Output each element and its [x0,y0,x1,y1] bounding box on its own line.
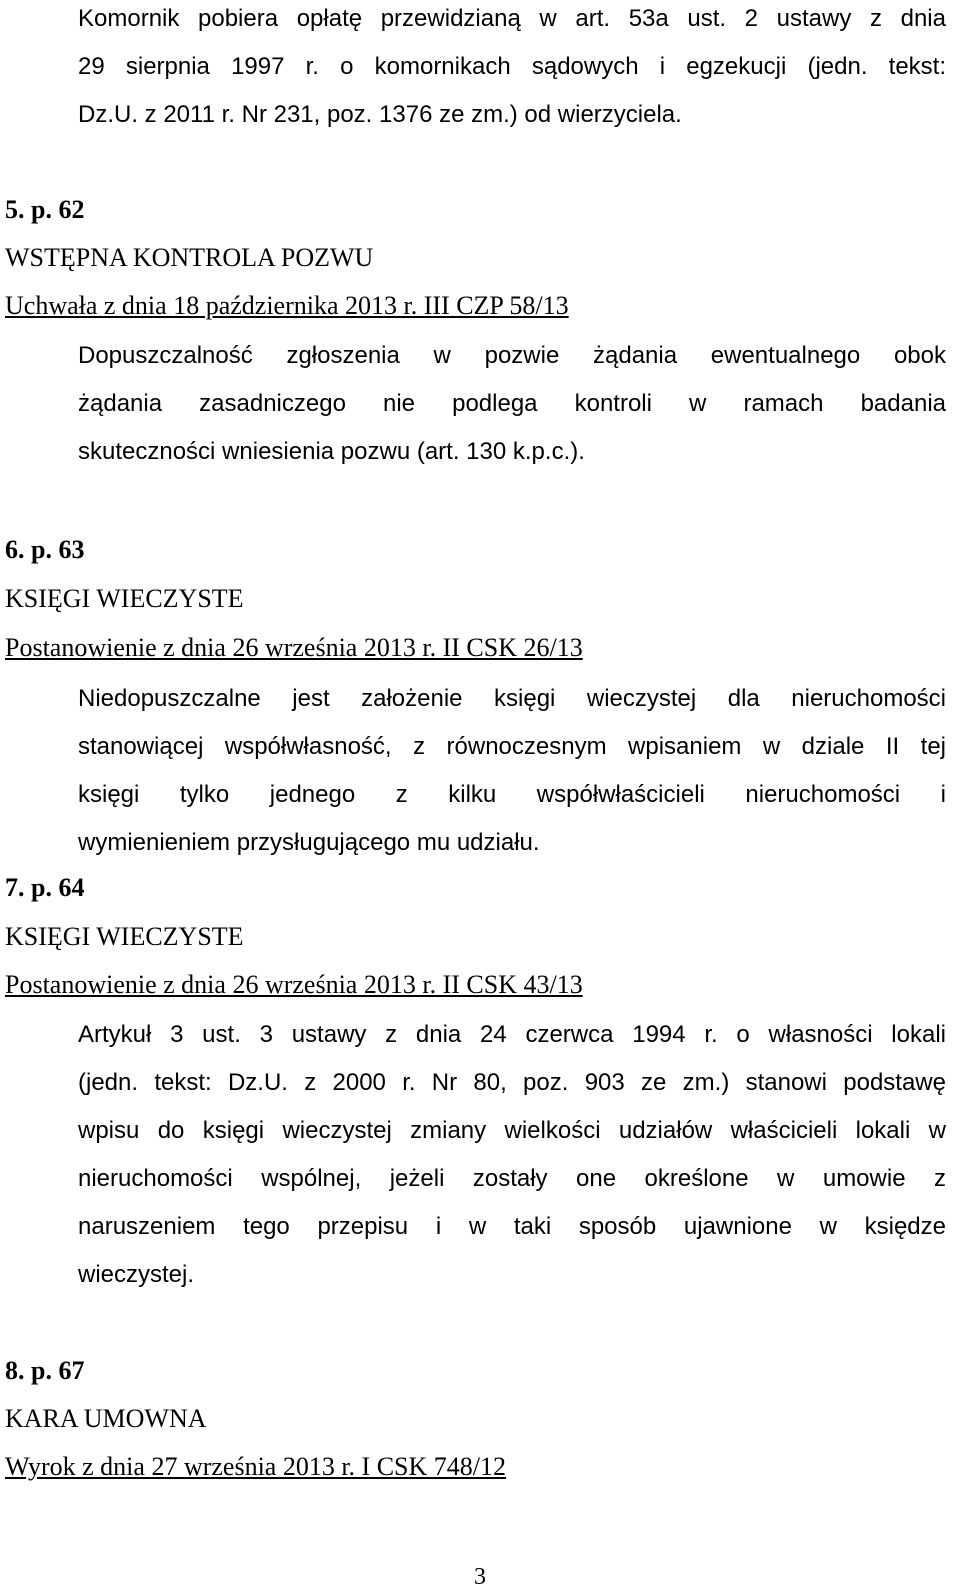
section-title: KSIĘGI WIECZYSTE [5,922,244,951]
ruling-thesis [78,1011,946,1299]
thesis-line: księgi tylko jednego z kilku współwłaścicieli nieruchomości i [78,781,946,808]
thesis-line: Dopuszczalność zgłoszenia w pozwie żądania ewentualnego obok [78,342,946,369]
ruling-reference: Wyrok z dnia 27 września 2013 r. I CSK 748/12 [5,1452,507,1481]
intro-line: Komornik pobiera opłatę przewidzianą w art. 53a ust. 2 ustawy z dnia [78,5,946,32]
section-number: 6. p. 63 [5,535,85,564]
thesis-line: Niedopuszczalne jest założenie księgi wieczystej dla nieruchomości [78,685,946,712]
thesis-line: wieczystej. [78,1261,195,1288]
thesis-line: wpisu do księgi wieczystej zmiany wielkości udziałów właścicieli lokali w [78,1117,946,1144]
section-number: 8. p. 67 [5,1356,85,1385]
ruling-thesis [78,675,946,867]
thesis-line: naruszeniem tego przepisu i w taki sposób ujawnione w księdze [78,1213,946,1240]
intro-line: 29 sierpnia 1997 r. o komornikach sądowych i egzekucji (jedn. tekst: [78,53,946,80]
thesis-line: wymienieniem przysługującego mu udziału. [78,829,540,856]
ruling-reference: Postanowienie z dnia 26 września 2013 r. II CSK 43/13 [5,970,583,999]
ruling-reference: Postanowienie z dnia 26 września 2013 r. II CSK 26/13 [5,633,583,662]
section-number: 7. p. 64 [5,873,85,902]
thesis-line: stanowiącej współwłasność, z równoczesnym wpisaniem w dziale II tej [78,733,946,760]
thesis-line: żądania zasadniczego nie podlega kontroli w ramach badania [78,390,946,417]
thesis-line: skuteczności wniesienia pozwu (art. 130 k.p.c.). [78,438,585,465]
section-title: WSTĘPNA KONTROLA POZWU [5,243,374,272]
thesis-line: nieruchomości wspólnej, jeżeli zostały one określone w umowie z [78,1165,946,1192]
page-number: 3 [474,1564,486,1590]
section-title: KARA UMOWNA [5,1404,207,1433]
ruling-thesis [78,332,946,476]
section-number: 5. p. 62 [5,195,85,224]
thesis-line: Artykuł 3 ust. 3 ustawy z dnia 24 czerwca 1994 r. o własności lokali [78,1021,946,1048]
section-title: KSIĘGI WIECZYSTE [5,584,244,613]
ruling-reference: Uchwała z dnia 18 października 2013 r. III CZP 58/13 [5,291,569,320]
thesis-line: (jedn. tekst: Dz.U. z 2000 r. Nr 80, poz. 903 ze zm.) stanowi podstawę [78,1069,946,1096]
intro-paragraph [78,0,946,139]
intro-line: Dz.U. z 2011 r. Nr 231, poz. 1376 ze zm.) od wierzyciela. [78,101,682,128]
